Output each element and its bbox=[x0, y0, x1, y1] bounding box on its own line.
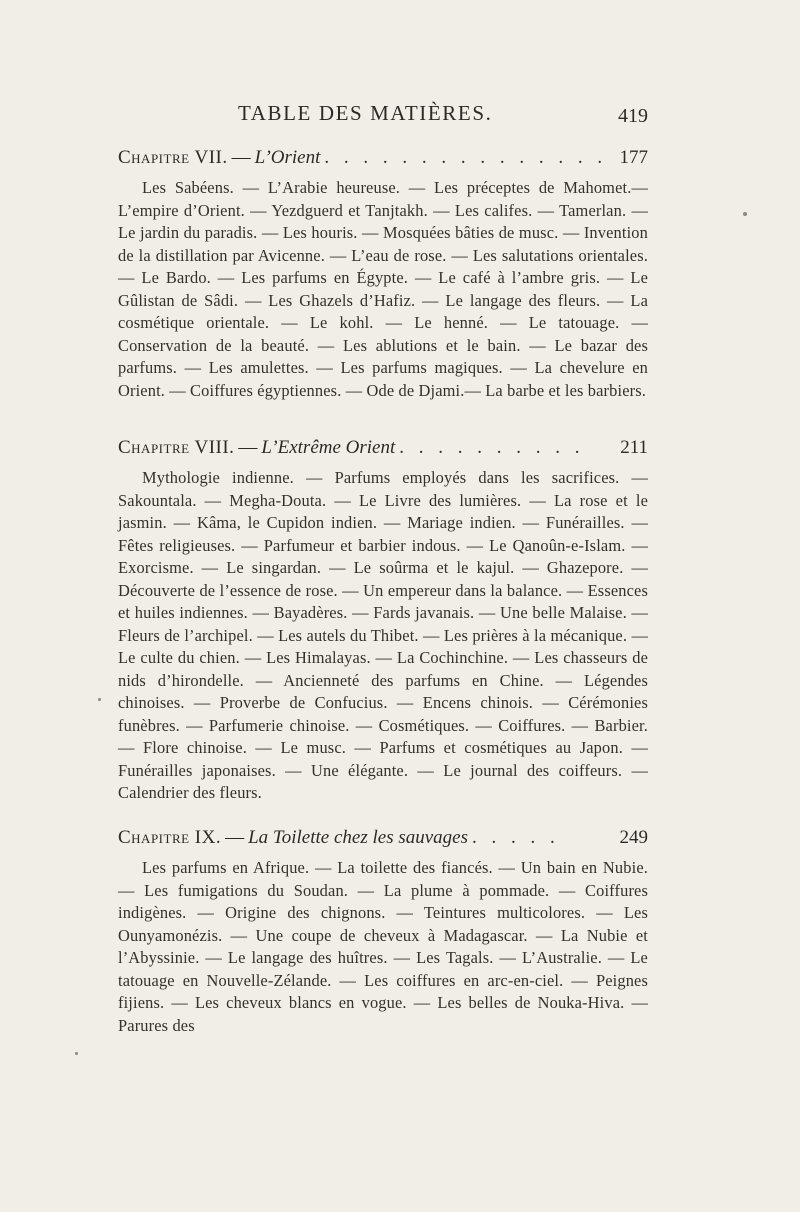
chapter-dash: — bbox=[231, 147, 251, 168]
chapter-ix-entry bbox=[118, 823, 648, 1037]
chapter-summary: Mythologie indienne. — Parfums employés dans les sacrifices. — Sakountala. — Megha-Douta. — Le Livre des lumières. — La rose et le jasmin. — Kâma, le Cupidon indien. — Mariage indien. — Funérailles. — Fêtes religieuses. — Parfumeur et barbier indous. — Le Qanoûn-e-Islam. — Exorcisme. — Le singardan. — Le soûrma et le kajul. — Ghazepore. — Découverte de l’essence de rose. — Un empereur dans la balance. — Essences et huiles indiennes. — Bayadères. — Fards javanais. — Une belle Malaise. — Fleurs de l’archipel. — Les autels du Thibet. — Les prières à la mécanique. — Le culte du chien. — Les Himalayas. — La Cochinchine. — Les chasseurs de nids d’hirondelle. — Ancienneté des parfums en Chine. — Légendes chinoises. — Proverbe de Confucius. — Encens chinois. — Cérémonies funèbres. — Parfumerie chinoise. — Cosmétiques. — Coiffures. — Barbier. — Flore chinoise. — Le musc. — Parfums et cosmétiques au Japon. — Funérailles japonaises. — Une élégante. — Le journal des coiffeurs. — Calendrier des fleurs. bbox=[118, 468, 648, 802]
chapter-title: L’Orient bbox=[254, 147, 321, 168]
running-title: TABLE DES MATIÈRES. bbox=[238, 101, 493, 125]
chapter-label: Chapitre VII. bbox=[118, 147, 228, 168]
leader-dots: . . . . . bbox=[472, 827, 560, 848]
chapter-page-number: 177 bbox=[619, 147, 648, 168]
chapter-vii-entry bbox=[118, 143, 648, 402]
paper-speck bbox=[98, 698, 101, 701]
chapter-title: La Toilette chez les sauvages bbox=[248, 827, 469, 848]
running-head bbox=[118, 101, 648, 131]
chapter-label: Chapitre IX. bbox=[118, 827, 222, 848]
chapter-heading bbox=[118, 143, 648, 173]
chapter-page-number: 211 bbox=[620, 437, 648, 458]
chapter-heading bbox=[118, 433, 648, 463]
paper-speck bbox=[743, 212, 747, 216]
chapter-title: L’Extrême Orient bbox=[261, 437, 396, 458]
chapter-dash: — bbox=[238, 437, 258, 458]
chapter-summary: Les Sabéens. — L’Arabie heureuse. — Les préceptes de Mahomet.— L’empire d’Orient. — Yezdguerd et Tanjtakh. — Les califes. — Tamerlan. — Le jardin du paradis. — Les houris. — Mosquées bâties de musc. — Invention de la distillation par Avicenne. — L’eau de rose. — Les salutations orientales. — Le Bardo. — Les parfums en Égypte. — Le café à l’ambre gris. — Le Gûlistan de Sâdi. — Les Ghazels d’Hafiz. — Le langage des fleurs. — La cosmétique orientale. — Le kohl. — Le henné. — Le tatouage. — Conservation de la beauté. — Les ablutions et le bain. — Le bazar des parfums. — Les amulettes. — Les parfums magiques. — La chevelure en Orient. — Coiffures égyptiennes. — Ode de Djami.— La barbe et les barbiers. bbox=[118, 178, 648, 400]
paper-speck bbox=[75, 1052, 78, 1055]
chapter-summary: Les parfums en Afrique. — La toilette des fiancés. — Un bain en Nubie. — Les fumigations du Soudan. — La plume à pommade. — Coiffures indigènes. — Origine des chignons. — Teintures multicolores. — Les Ounyamonézis. — Une coupe de cheveux à Madagascar. — La Nubie et l’Abyssinie. — Le langage des huîtres. — Les Tagals. — L’Australie. — Le tatouage en Nouvelle-Zélande. — Les coiffures en arc-en-ciel. — Peignes fijiens. — Les cheveux blancs en vogue. — Les belles de Nouka-Hiva. — Parures des bbox=[118, 858, 648, 1035]
leader-dots: . . . . . . . . . . bbox=[399, 437, 585, 458]
leader-dots: . . . . . . . . . . . . . . . bbox=[324, 147, 608, 168]
chapter-viii-entry bbox=[118, 433, 648, 805]
page-number: 419 bbox=[618, 105, 648, 127]
chapter-label: Chapitre VIII. bbox=[118, 437, 235, 458]
chapter-dash: — bbox=[225, 827, 245, 848]
chapter-page-number: 249 bbox=[619, 827, 648, 848]
chapter-heading bbox=[118, 823, 648, 853]
